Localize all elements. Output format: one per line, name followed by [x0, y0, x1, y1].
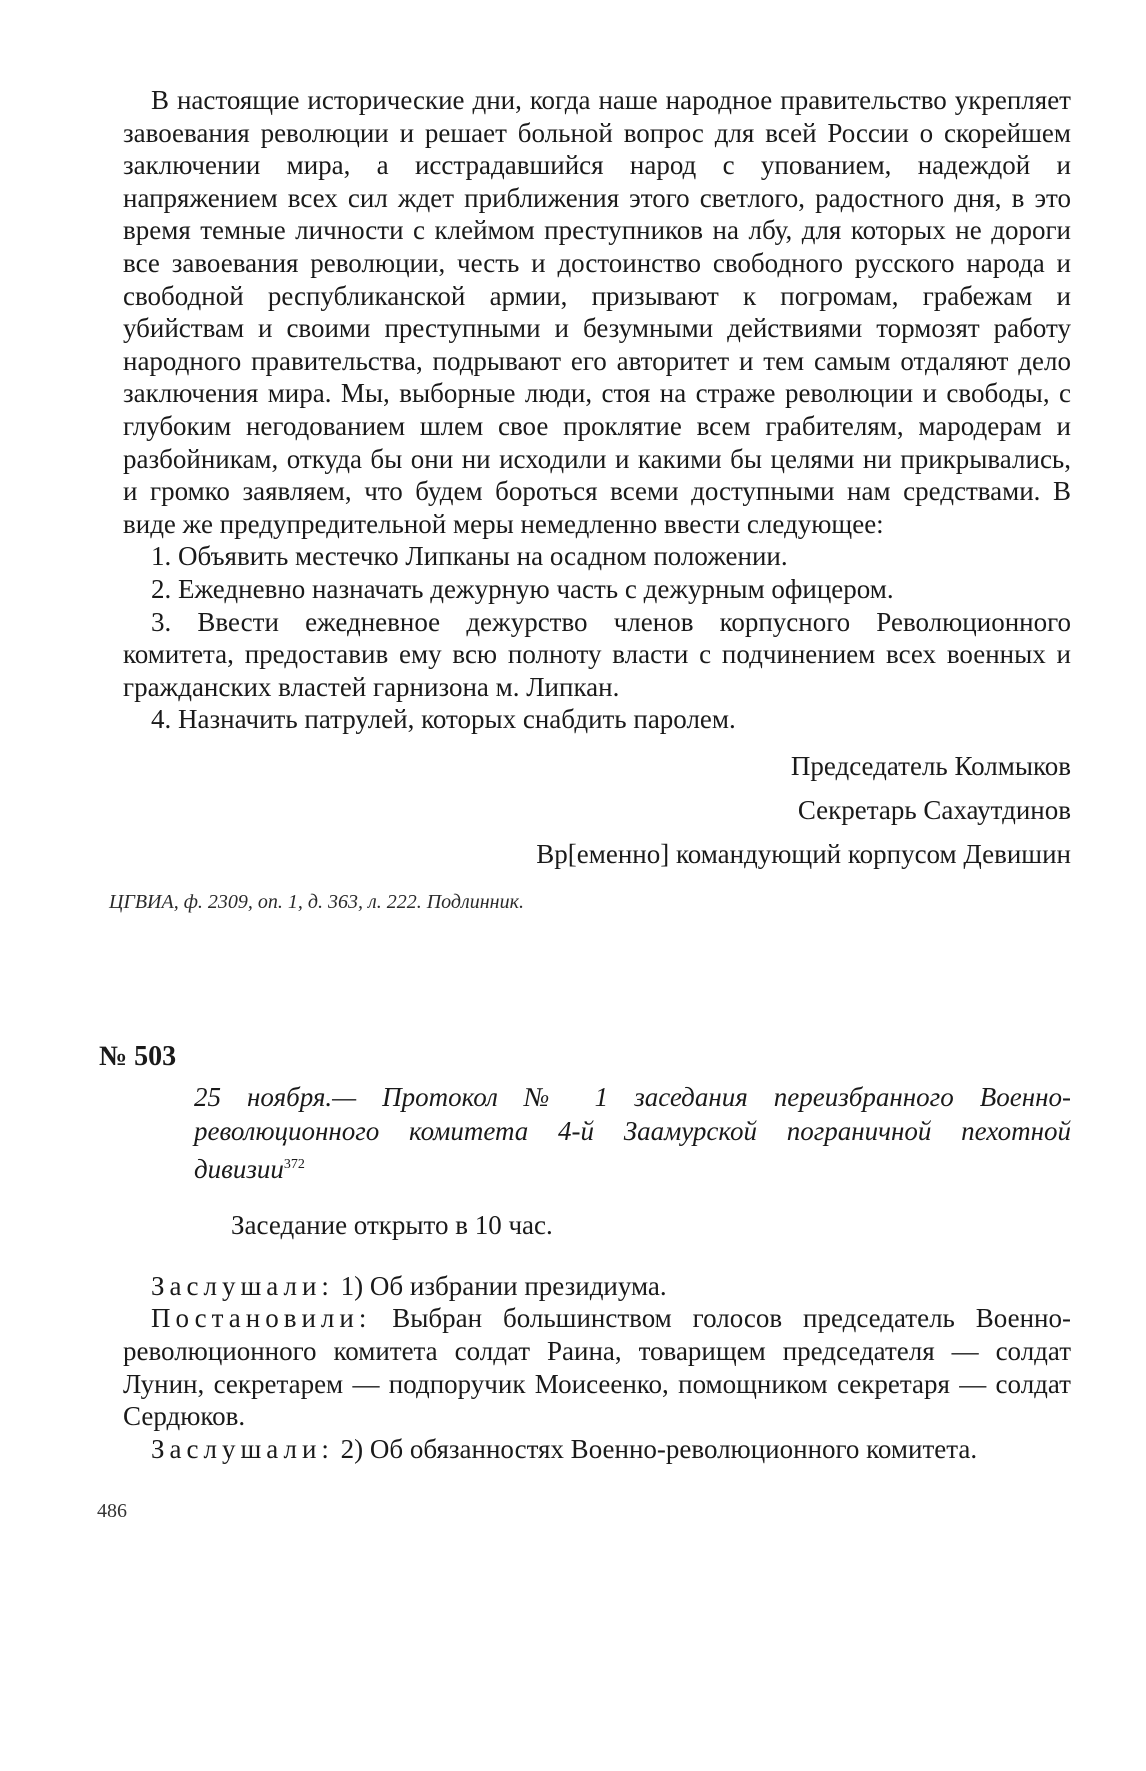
document-number: № 503	[99, 1040, 177, 1072]
body-paragraph: В настоящие исторические дни, когда наше народное правительство укрепляет завоевания революции и решает больной вопрос для всей России о скорейшем заключении мира, а исстрадавшийся народ с упованием, надеждой и напряжением всех сил ждет приближения этого светлого, радостного дня, в это время темные личности с клеймом преступников на лбу, для которых не дороги все завоевания революции, честь и достоинство свободного русского народа и свободной республиканской армии, призывают к погромам, грабежам и убийствам и своими преступными и безумными действиями тормозят работу народного правительства, подрывают его авторитет и тем самым отдаляют дело заключения мира. Мы, выборные люди, стоя на страже революции и свободы, с глубоким негодованием шлем свое проклятие всем грабителям, мародерам и разбойникам, откуда бы они ни исходили и какими бы целями ни прикрывались, и громко заявляем, что будем бороться всеми доступными нам средствами. В виде же предупредительной меры немедленно ввести следующее:	[123, 85, 1071, 539]
signature-commander: Вр[еменно] командующий корпусом Девишин	[536, 838, 1071, 869]
signature-chairman: Председатель Колмыков	[790, 750, 1071, 781]
minutes-item	[123, 1302, 1071, 1432]
minutes-label: Заслушали:	[151, 1433, 334, 1464]
footnote-ref: 372	[283, 1156, 305, 1172]
minutes-text: Выбран большинством голосов председатель Военно-революционного комитета солдат Раина, товарищем председателя — солдат Лунин, секретарем — подпоручик Моисеенко, помощником секретаря — солдат Сердюков.	[123, 1303, 1071, 1432]
document-page	[97, 84, 1071, 1523]
minutes-label: Постановили:	[151, 1303, 372, 1334]
minutes-label: Заслушали:	[151, 1270, 334, 1301]
minutes-text: 1) Об избрании президиума.	[333, 1270, 667, 1301]
document-heading-text: 25 ноября.— Протокол № 1 заседания переизбранного Военно-революционного комитета 4-й Заамурской пограничной пехотной дивизии	[194, 1081, 1071, 1184]
minutes-list	[123, 1270, 1071, 1466]
minutes-item	[123, 1270, 1071, 1303]
minutes-item	[123, 1433, 1071, 1466]
measure-item: 4. Назначить патрулей, которых снабдить паролем.	[151, 704, 736, 735]
document-heading	[194, 1080, 1071, 1186]
signature-secretary: Секретарь Сахаутдинов	[797, 794, 1071, 825]
archive-source: ЦГВИА, ф. 2309, оп. 1, д. 363, л. 222. Подлинник.	[109, 890, 524, 913]
page-number: 486	[97, 1500, 127, 1523]
measure-item: 1. Объявить местечко Липканы на осадном положении.	[151, 541, 788, 572]
measure-item: 2. Ежедневно назначать дежурную часть с дежурным офицером.	[151, 573, 894, 604]
meeting-opening: Заседание открыто в 10 час.	[231, 1209, 553, 1240]
minutes-text: 2) Об обязанностях Военно-революционного комитета.	[333, 1433, 978, 1464]
measure-item: 3. Ввести ежедневное дежурство членов корпусного Революционного комитета, предоставив ему всю полноту власти с подчинением всех военных и гражданских властей гарнизона м. Липкан.	[123, 606, 1071, 702]
